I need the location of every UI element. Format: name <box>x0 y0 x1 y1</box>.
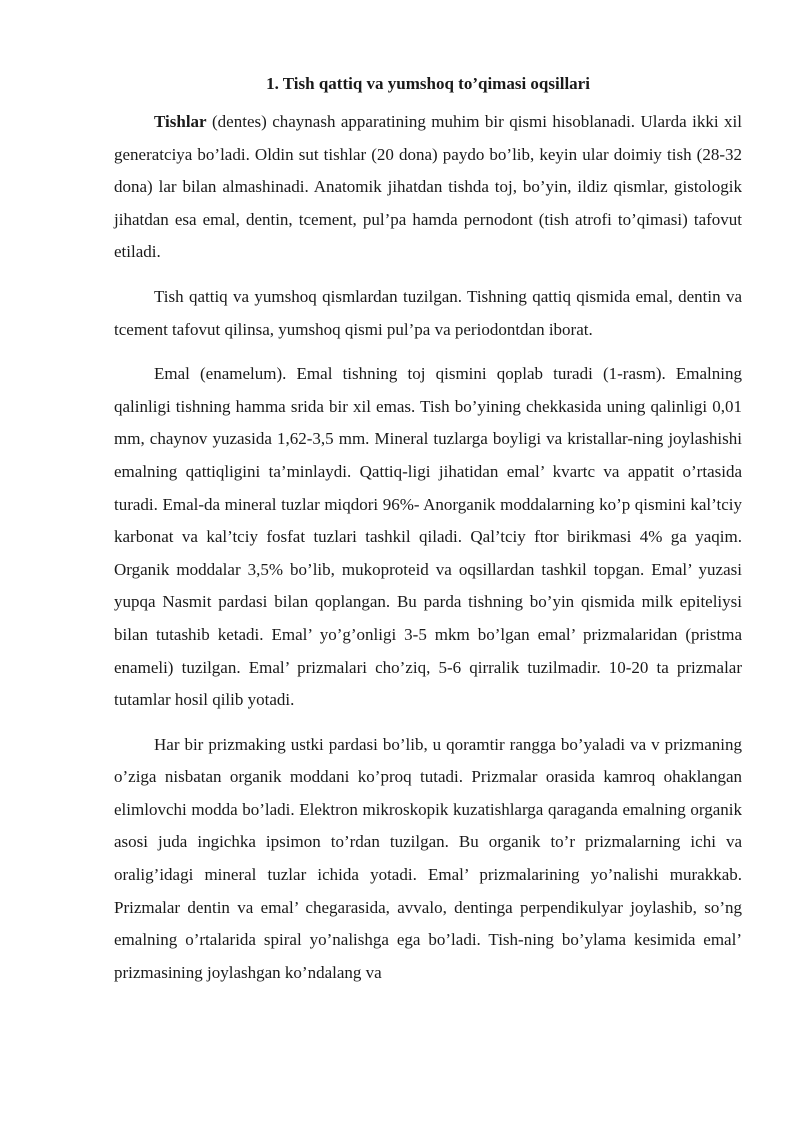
paragraph-1-text: (dentes) chaynash apparatining muhim bir qismi hisoblanadi. Ularda ikki xil generatciya bo’ladi. Oldin sut tishlar (20 dona) paydo bo’lib, keyin ular doimiy tish (28-32 dona) lar bilan almashinadi. Anatomik jihatdan tishda toj, bo’yin, ildiz qismlar, gistologik jihatdan esa emal, dentin, tcement, pul’pa hamda pernodont (tish atrofi to’qimasi) tafovut etiladi. <box>114 112 742 262</box>
page-title: 1. Tish qattiq va yumshoq to’qimasi oqsillari <box>266 74 590 93</box>
paragraph-1-lead: Tishlar <box>154 112 207 131</box>
paragraph-4: Har bir prizmaking ustki pardasi bo’lib, u qoramtir rangga bo’yaladi va v prizmaning o’ziga nisbatan organik moddani ko’proq tutadi. Prizmalar orasida kamroq ohaklangan elimlovchi modda bo’ladi. Elektron mikroskopik kuzatishlarga qaraganda emalning organik asosi juda ingichka ipsimon to’rdan tuzilgan. Bu organik to’r prizmalarning ichi va oralig’idagi mineral tuzlar ichida yotadi. Emal’ prizmalarining yo’nalishi murakkab. Prizmalar dentin va emal’ chegarasida, avvalo, dentinga perpendikulyar joylashib, so’ng emalning o’rtalarida spiral yo’nalishga ega bo’ladi. Tish-ning bo’ylama kesimida emal’ prizmasining joylashgan ko’ndalang va <box>114 734 742 982</box>
paragraph-1 <box>114 106 742 269</box>
paragraph-2: Tish qattiq va yumshoq qismlardan tuzilgan. Tishning qattiq qismida emal, dentin va tcement tafovut qilinsa, yumshoq qismi pul’pa va periodontdan iborat. <box>114 286 742 339</box>
document-page <box>114 72 742 1001</box>
paragraph-3: Emal (enamelum). Emal tishning toj qismini qoplab turadi (1-rasm). Emalning qalinligi tishning hamma srida bir xil emas. Tish bo’yining chekkasida uning qalinligi 0,01 mm, chaynov yuzasida 1,62-3,5 mm. Mineral tuzlarga boyligi va kristallar-ning joylashishi emalning qattiqligini ta’minlaydi. Qattiq-ligi jihatidan emal’ kvartc va appatit o’rtasida turadi. Emal-da mineral tuzlar miqdori 96%- Anorganik moddalarning ko’p qismini kal’tciy karbonat va kal’tciy fosfat tuzlari tashkil qiladi. Qal’tciy ftor birikmasi 4% ga yaqim. Organik moddalar 3,5% bo’lib, mukoproteid va oqsillardan tashkil topgan. Emal’ yuzasi yupqa Nasmit pardasi bilan qoplangan. Bu parda tishning bo’yin qismida milk epiteliysi bilan tutashib ketadi. Emal’ yo’g’onligi 3-5 mkm bo’lgan emal’ prizmalaridan (pristma enameli) tuzilgan. Emal’ prizmalari cho’ziq, 5-6 qirralik tuzilmadir. 10-20 ta prizmalar tutamlar hosil qilib yotadi. <box>114 364 742 710</box>
